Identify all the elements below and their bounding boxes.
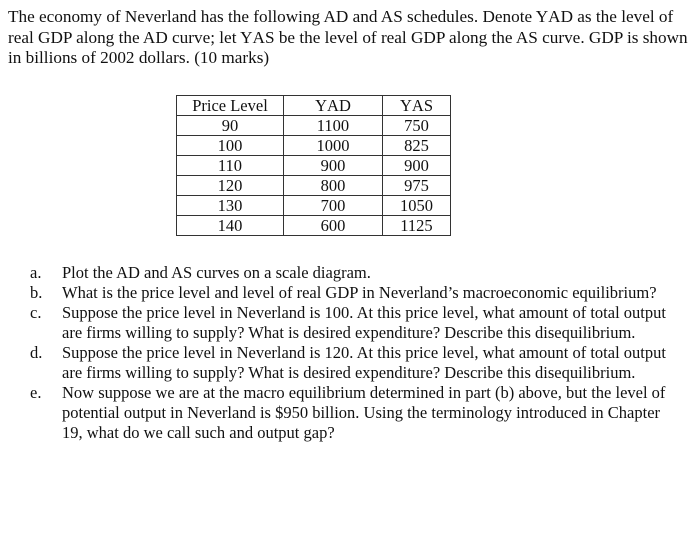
intro-subscript-ad: AD bbox=[548, 7, 573, 26]
cell-price: 140 bbox=[177, 216, 284, 236]
cell-yas: 900 bbox=[383, 156, 451, 176]
question-text: What is the price level and level of real GDP in Neverland’s macroeconomic equilibrium? bbox=[62, 283, 657, 302]
question-item-e bbox=[30, 383, 670, 443]
header-yas bbox=[383, 96, 451, 116]
header-yad-main: Y bbox=[315, 95, 328, 115]
question-text: Now suppose we are at the macro equilibrium determined in part (b) above, but the level of potential output in Neverland is $950 billion. Using the terminology introduced in Chapter 19, what do we call such and output gap? bbox=[62, 383, 666, 442]
cell-yad: 1100 bbox=[284, 116, 383, 136]
question-item-a bbox=[30, 263, 670, 283]
cell-yas: 1050 bbox=[383, 196, 451, 216]
intro-text-2: as the level of real GDP along the AD curve; let Y bbox=[8, 7, 674, 47]
table-row bbox=[177, 156, 451, 176]
cell-price: 110 bbox=[177, 156, 284, 176]
table-row bbox=[177, 116, 451, 136]
cell-price: 90 bbox=[177, 116, 284, 136]
table-row bbox=[177, 136, 451, 156]
intro-paragraph bbox=[8, 7, 692, 69]
question-marker: b. bbox=[30, 283, 43, 302]
table-row bbox=[177, 176, 451, 196]
table-header-row bbox=[177, 96, 451, 116]
question-list bbox=[30, 263, 670, 443]
cell-yad: 700 bbox=[284, 196, 383, 216]
cell-yad: 1000 bbox=[284, 136, 383, 156]
header-yas-sub: AS bbox=[411, 95, 433, 115]
header-yad bbox=[284, 96, 383, 116]
intro-text-3: be the level of real GDP along the AS curve. GDP is shown in billions of 2002 dollars. (10 marks) bbox=[8, 27, 688, 67]
cell-price: 130 bbox=[177, 196, 284, 216]
question-marker: a. bbox=[30, 263, 42, 282]
table-row bbox=[177, 196, 451, 216]
cell-yas: 1125 bbox=[383, 216, 451, 236]
question-text: Suppose the price level in Neverland is 100. At this price level, what amount of total output are firms willing to supply? What is desired expenditure? Describe this disequilibrium. bbox=[62, 303, 666, 342]
question-marker: e. bbox=[30, 383, 42, 402]
cell-yas: 975 bbox=[383, 176, 451, 196]
cell-price: 120 bbox=[177, 176, 284, 196]
intro-text-1: The economy of Neverland has the following AD and AS schedules. Denote Y bbox=[8, 7, 549, 26]
question-item-b bbox=[30, 283, 670, 303]
question-text: Suppose the price level in Neverland is 120. At this price level, what amount of total output are firms willing to supply? What is desired expenditure? Describe this disequilibrium. bbox=[62, 343, 666, 382]
header-yas-main: Y bbox=[399, 95, 412, 115]
question-item-c bbox=[30, 303, 670, 343]
question-text: Plot the AD and AS curves on a scale diagram. bbox=[62, 263, 371, 282]
cell-yad: 900 bbox=[284, 156, 383, 176]
cell-yad: 800 bbox=[284, 176, 383, 196]
question-marker: c. bbox=[30, 303, 42, 322]
header-yad-sub: AD bbox=[327, 95, 351, 115]
cell-yas: 825 bbox=[383, 136, 451, 156]
question-marker: d. bbox=[30, 343, 43, 362]
header-price-level: Price Level bbox=[177, 96, 284, 116]
cell-price: 100 bbox=[177, 136, 284, 156]
intro-subscript-as: AS bbox=[252, 27, 275, 47]
table-row bbox=[177, 216, 451, 236]
cell-yad: 600 bbox=[284, 216, 383, 236]
question-item-d bbox=[30, 343, 670, 383]
ad-as-schedule-table bbox=[176, 95, 451, 236]
cell-yas: 750 bbox=[383, 116, 451, 136]
